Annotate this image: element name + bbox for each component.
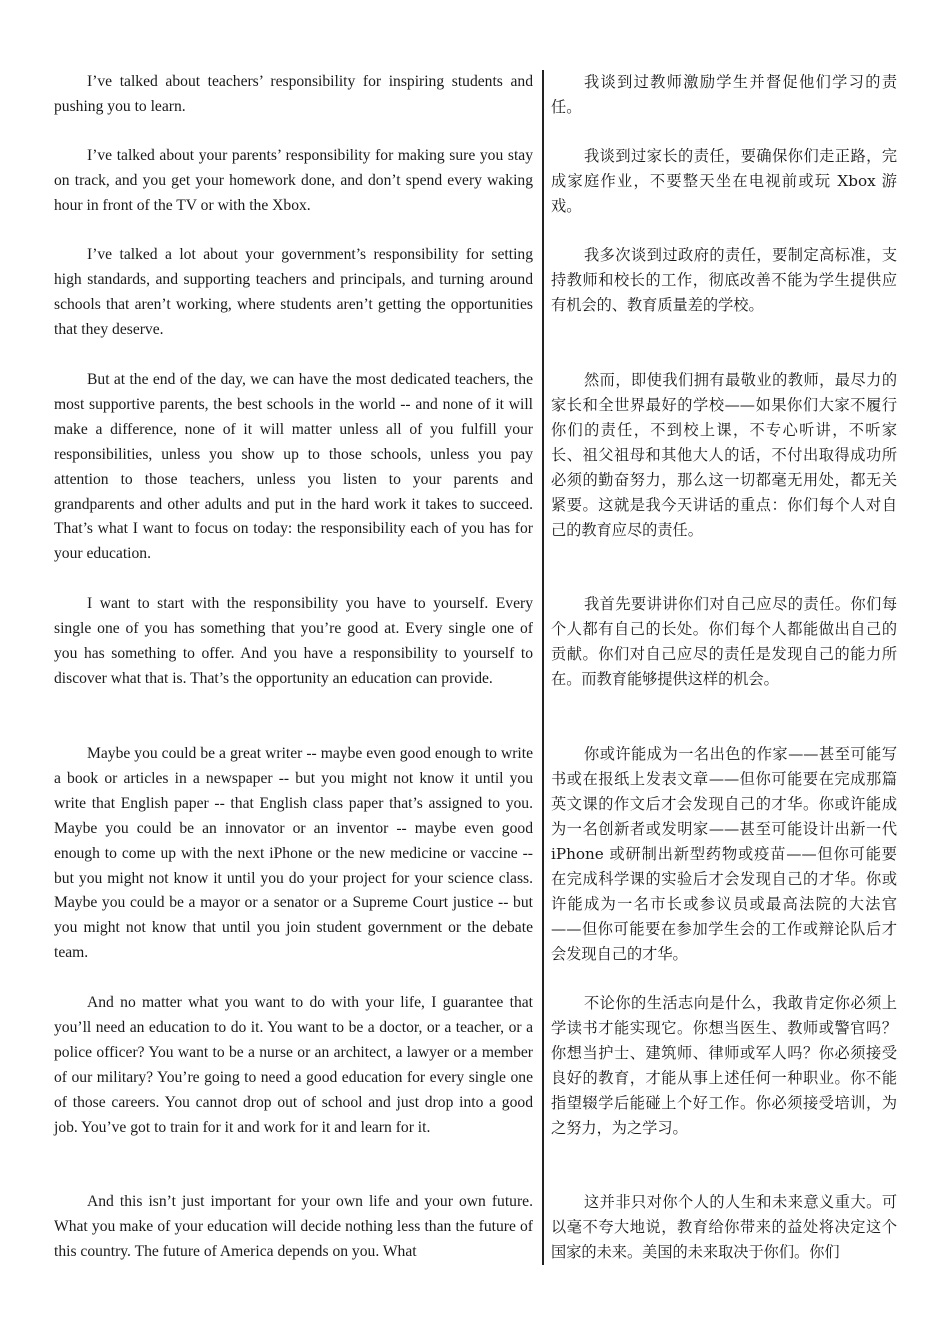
english-paragraph-7: And no matter what you want to do with your life, I guarantee that you’ll need an education to do it. You want to be a doctor, or a teacher, or a police officer? You want to be a nurse or an architect, a lawyer or a member of our military? You’re going to need a good education for every single one of those careers. You cannot drop out of school and just drop into a good job. You’ve got to train for it and work for it and learn for it.: [54, 994, 533, 1136]
chinese-paragraph-6: 你或许能成为一名出色的作家——甚至可能写书或在报纸上发表文章——但你可能要在完成那篇英文课的作文后才会发现自己的才华。你或许能成为一名创新者或发明家——甚至可能设计出新一代 iPhone 或研制出新型药物或疫苗——但你可能要在完成科学课的实验后才会发现自己的才华。你或许能成为一名市长或参议员或最高法院的大法官——但你可能要在参加学生会的工作或辩论队后才会发现自己的才华。: [551, 745, 897, 963]
chinese-paragraph-4: 然而，即使我们拥有最敬业的教师，最尽力的家长和全世界最好的学校——如果你们大家不履行你们的责任，不到校上课，不专心听讲，不听家长、祖父祖母和其他大人的话，不付出取得成功所必须的勤奋努力，那么这一切都毫无用处，都无关紧要。这就是我今天讲话的重点：你们每个人对自己的教育应尽的责任。: [551, 371, 897, 539]
english-paragraph-4: But at the end of the day, we can have the most dedicated teachers, the most supportive parents, the best schools in the world -- and none of it will make a difference, none of it will matter unless all of you fulfill your responsibilities, unless you show up to those schools, unless you pay attention to those teachers, unless you listen to your parents and grandparents and other adults and put in the hard work it takes to succeed. That’s what I want to focus on today: the responsibility each of you has for your education.: [54, 371, 533, 563]
english-paragraph-2: I’ve talked about your parents’ responsibility for making sure you stay on track, and you get your homework done, and don’t spend every waking hour in front of the TV or with the Xbox.: [54, 147, 533, 214]
chinese-paragraph-3: 我多次谈到过政府的责任，要制定高标准，支持教师和校长的工作，彻底改善不能为学生提供应有机会的、教育质量差的学校。: [551, 246, 897, 314]
column-divider: [542, 70, 544, 1265]
english-paragraph-1: I’ve talked about teachers’ responsibility for inspiring students and pushing you to learn.: [54, 73, 533, 115]
english-paragraph-3: I’ve talked a lot about your government’s responsibility for setting high standards, and supporting teachers and principals, and turning around schools that aren’t working, where students aren’t getting the opportunities that they deserve.: [54, 246, 533, 338]
chinese-paragraph-5: 我首先要讲讲你们对自己应尽的责任。你们每个人都有自己的长处。你们每个人都能做出自己的贡献。你们对自己应尽的责任是发现自己的能力所在。而教育能够提供这样的机会。: [551, 595, 897, 688]
chinese-paragraph-7: 不论你的生活志向是什么，我敢肯定你必须上学读书才能实现它。你想当医生、教师或警官吗？你想当护士、建筑师、律师或军人吗？你必须接受良好的教育，才能从事上述任何一种职业。你不能指望辍学后能碰上个好工作。你必须接受培训，为之努力，为之学习。: [551, 994, 897, 1137]
chinese-paragraph-2: 我谈到过家长的责任，要确保你们走正路，完成家庭作业，不要整天坐在电视前或玩 Xbox 游戏。: [551, 147, 897, 215]
english-paragraph-6: Maybe you could be a great writer -- maybe even good enough to write a book or articles in a newspaper -- but you might not know it until you write that English paper -- that English class paper that’s assigned to you. Maybe you could be an innovator or an inventor -- maybe even good enough to come up with the next iPhone or the new medicine or vaccine -- but you might not know it until you do your project for your science class. Maybe you could be a mayor or a senator or a Supreme Court justice -- but you might not know that until you join student government or the debate team.: [54, 745, 533, 962]
english-paragraph-8: And this isn’t just important for your own life and your own future. What you make of your education will decide nothing less than the future of this country. The future of America depends on you. What: [54, 1193, 533, 1260]
chinese-paragraph-1: 我谈到过教师激励学生并督促他们学习的责任。: [551, 73, 897, 116]
chinese-paragraph-8: 这并非只对你个人的人生和未来意义重大。可以毫不夸大地说，教育给你带来的益处将决定这个国家的未来。美国的未来取决于你们。你们: [551, 1193, 897, 1261]
english-paragraph-5: I want to start with the responsibility you have to yourself. Every single one of you has something that you’re good at. Every single one of you has something to offer. And you have a responsibility to yourself to discover what that is. That’s the opportunity an education can provide.: [54, 595, 533, 687]
